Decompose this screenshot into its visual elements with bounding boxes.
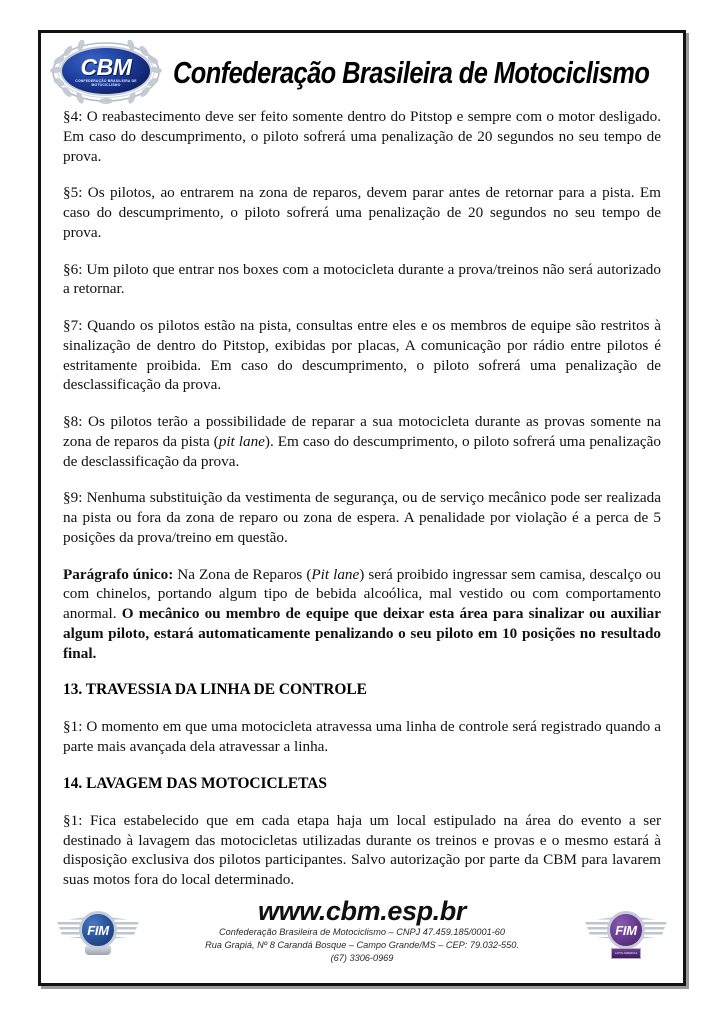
paragraph-segment: pit lane (218, 432, 265, 450)
paragraph-segment: Pit lane (311, 565, 360, 583)
body-paragraph: §4: O reabastecimento deve ser feito somente dentro do Pitstop e sempre com o motor desligado. Em caso do descumprimento, o piloto sofrerá uma penalização de 20 segundos no seu tempo de prova. (63, 108, 661, 165)
footer-website-url[interactable]: www.cbm.esp.br (258, 896, 466, 927)
document-footer (41, 891, 683, 977)
section-heading: 13. TRAVESSIA DA LINHA DE CONTROLE (63, 681, 367, 699)
fim-logo-left-icon (55, 903, 141, 965)
footer-text-block (141, 897, 583, 965)
paragraph-segment: ). Em caso do descumprimento, o piloto sofrerá uma penalização de desclassificação da prova. (63, 432, 661, 470)
paragraph-segment: ) será proibido ingressar sem camisa, descalço ou com chinelos, portando algum tipo de bebida alcoólica, mal vestido ou com comportamento anormal. (63, 565, 661, 622)
paragraph-segment: Na Zona de Reparos ( (173, 565, 312, 583)
page-border-frame (38, 30, 686, 986)
paragraph-segment: §8: Os pilotos terão a possibilidade de reparar a sua motocicleta durante as provas somente na zona de reparos da pista ( (63, 413, 661, 450)
body-paragraph: §7: Quando os pilotos estão na pista, consultas entre eles e os membros de equipe são restritos à sinalização de dentro do Pitstop, exibidas por placas, A comunicação por rádio entre pilotos é estritamente proibida. Em caso do descumprimento, o piloto sofrerá uma penalização de desclassificação da prova. (63, 317, 661, 394)
cbm-logo-wordmark: CBM (80, 53, 132, 80)
page-title: Confederação Brasileira de Motociclismo (173, 54, 650, 90)
body-paragraph: §5: Os pilotos, ao entrarem na zona de reparos, devem parar antes de retornar para a pista. Em caso do descumprimento, o piloto sofrerá uma penalização de 20 segundos no seu tempo de prova. (63, 184, 661, 241)
document-body (41, 107, 683, 890)
cbm-logo-subtext: CONFEDERAÇÃO BRASILEIRA DE MOTOCICLISMO (75, 78, 137, 88)
fim-disc-right: FIM (607, 911, 645, 949)
section-heading: 14. LAVAGEM DAS MOTOCICLETAS (63, 774, 327, 792)
body-paragraph: §1: O momento em que uma motocicleta atravessa uma linha de controle será registrado quando a parte mais avançada dela atravessar a linha. (63, 718, 661, 756)
body-paragraph (63, 565, 661, 664)
paragraph-segment: Parágrafo único: (63, 565, 174, 583)
cbm-logo-icon (47, 40, 165, 104)
body-paragraph: §6: Um piloto que entrar nos boxes com a motocicleta durante a prova/treinos não será autorizado a retornar. (63, 260, 661, 298)
footer-address-line: Rua Grapiá, Nº 8 Carandá Bosque – Campo Grande/MS – CEP: 79.032-550. (205, 939, 519, 950)
fim-logo-right-icon (583, 903, 669, 965)
fim-plinth-right: LATIN AMERICA (611, 948, 641, 959)
body-paragraph (63, 412, 661, 471)
body-paragraph: §9: Nenhuma substituição da vestimenta de segurança, ou de serviço mecânico pode ser realizada na pista ou fora da zona de reparo ou zona de espera. A penalidade por violação é a perca de 5 posições da prova/treino em questão. (63, 489, 661, 546)
fim-disc-left: FIM (79, 911, 117, 949)
document-header (41, 33, 683, 107)
cbm-logo-badge (60, 46, 152, 96)
footer-company-line: Confederação Brasileira de Motociclismo – CNPJ 47.459.185/0001-60 (219, 926, 505, 937)
body-paragraph: §1: Fica estabelecido que em cada etapa haja um local estipulado na área do evento a ser destinado à lavagem das motocicletas utilizadas durante os treinos e provas e o mesmo estará à disposição exclusiva dos pilotos participantes. Salvo autorização por parte da CBM para lavarem suas motos fora do local determinado. (63, 811, 661, 889)
paragraph-segment: O mecânico ou membro de equipe que deixar esta área para sinalizar ou auxiliar algum piloto, estará automaticamente penalizando o seu piloto em 10 posições no resultado final. (63, 605, 661, 662)
footer-phone-line: (67) 3306-0969 (330, 952, 394, 963)
